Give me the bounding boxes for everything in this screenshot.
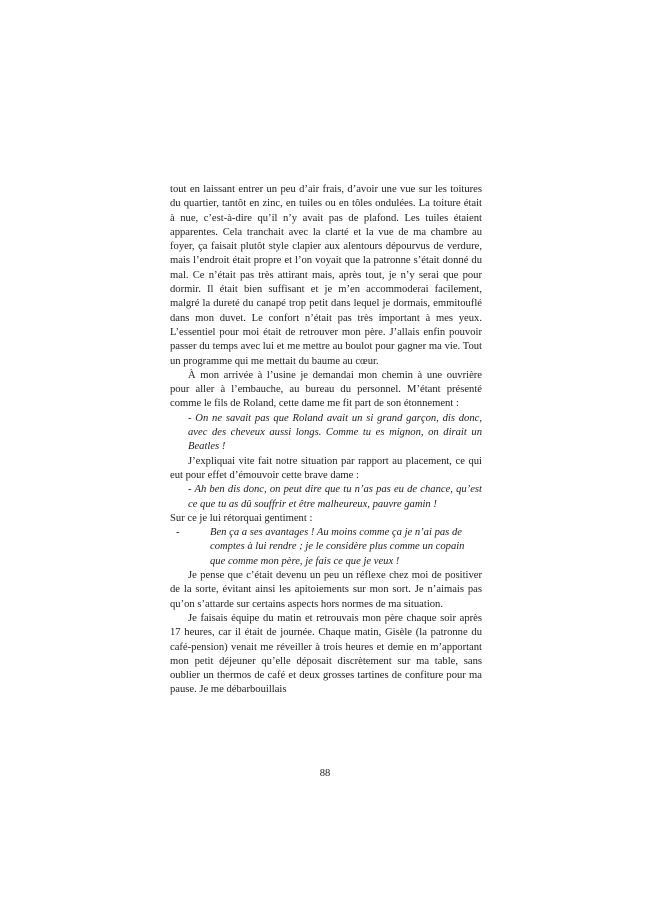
book-page-text bbox=[170, 183, 482, 698]
paragraph-rooftop-description: tout en laissant entrer un peu d’air frais, d’avoir une vue sur les toitures du quartier, tantôt en zinc, en tuiles ou en tôles ondulées. La toiture était à nue, c’est-à-dire qu’il n’y avait pas de plafond. Les tuiles étaient apparentes. Cela tranchait avec la clarté et la vue de ma chambre au foyer, ça faisait plutôt style clapier aux alentours dépourvus de verdure, mais l’endroit était propre et l’on voyait que la patronne s’était donné du mal. Ce n’était pas très attirant mais, après tout, je n’y serai que pour dormir. Il était bien suffisant et je m’en accommoderai facilement, malgré la dureté du canapé trop petit dans lequel je dormais, emmitouflé dans mon duvet. Le confort n’était pas très important à mes yeux. L’essentiel pour moi était de retrouver mon père. J’allais enfin pouvoir passer du temps avec lui et me mettre au boulot pour gagner ma vie. Tout un programme qui me mettait du baume au cœur. bbox=[170, 184, 482, 367]
paragraph-explanation: J’expliquai vite fait notre situation par rapport au placement, ce qui eut pour effet d’émouvoir cette brave dame : bbox=[170, 455, 482, 481]
paragraph-positive-reflex: Je pense que c’était devenu un peu un réflexe chez moi de positiver de la sorte, évitant ainsi les apitoiements sur mon sort. Je n’aimais pas qu’on s’attarde sur certains aspects hors normes de ma situation. bbox=[170, 570, 482, 610]
page-number: 88 bbox=[319, 768, 331, 779]
quote-worker-sympathy: - Ah ben dis donc, on peut dire que tu n’as pas eu de chance, qu’est ce que tu as dû souffrir et être malheureux, pauvre gamin ! bbox=[188, 484, 482, 510]
paragraph-factory-arrival: À mon arrivée à l’usine je demandai mon chemin à une ouvrière pour aller à l’embauche, au bureau du personnel. M’étant présenté comme le fils de Roland, cette dame me fit part de son étonnement : bbox=[170, 369, 482, 410]
paragraph-morning-routine: Je faisais équipe du matin et retrouvais mon père chaque soir après 17 heures, car il était de journée. Chaque matin, Gisèle (la patronne du café-pension) venait me réveiller à trois heures et demie en m’apportant mon petit déjeuner qu’elle déposait discrètement sur ma table, sans oublier un thermos de café et deux grosses tartines de confiture pour ma pause. Je me débarbouillais bbox=[170, 612, 482, 696]
quote-narrator-reply-text: Ben ça a ses avantages ! Au moins comme ça je n’ai pas de comptes à lui rendre ; je le considère plus comme un copain que comme mon père, je fais ce que je veux ! bbox=[210, 527, 465, 567]
paragraph-reply-intro: Sur ce je lui rétorquai gentiment : bbox=[170, 512, 313, 524]
quote-narrator-reply bbox=[170, 526, 482, 569]
quote-worker-surprise: - On ne savait pas que Roland avait un si grand garçon, dis donc, avec des cheveux aussi longs. Comme tu es mignon, on dirait un Beatles ! bbox=[188, 412, 482, 453]
quote-dash: - bbox=[176, 527, 180, 539]
